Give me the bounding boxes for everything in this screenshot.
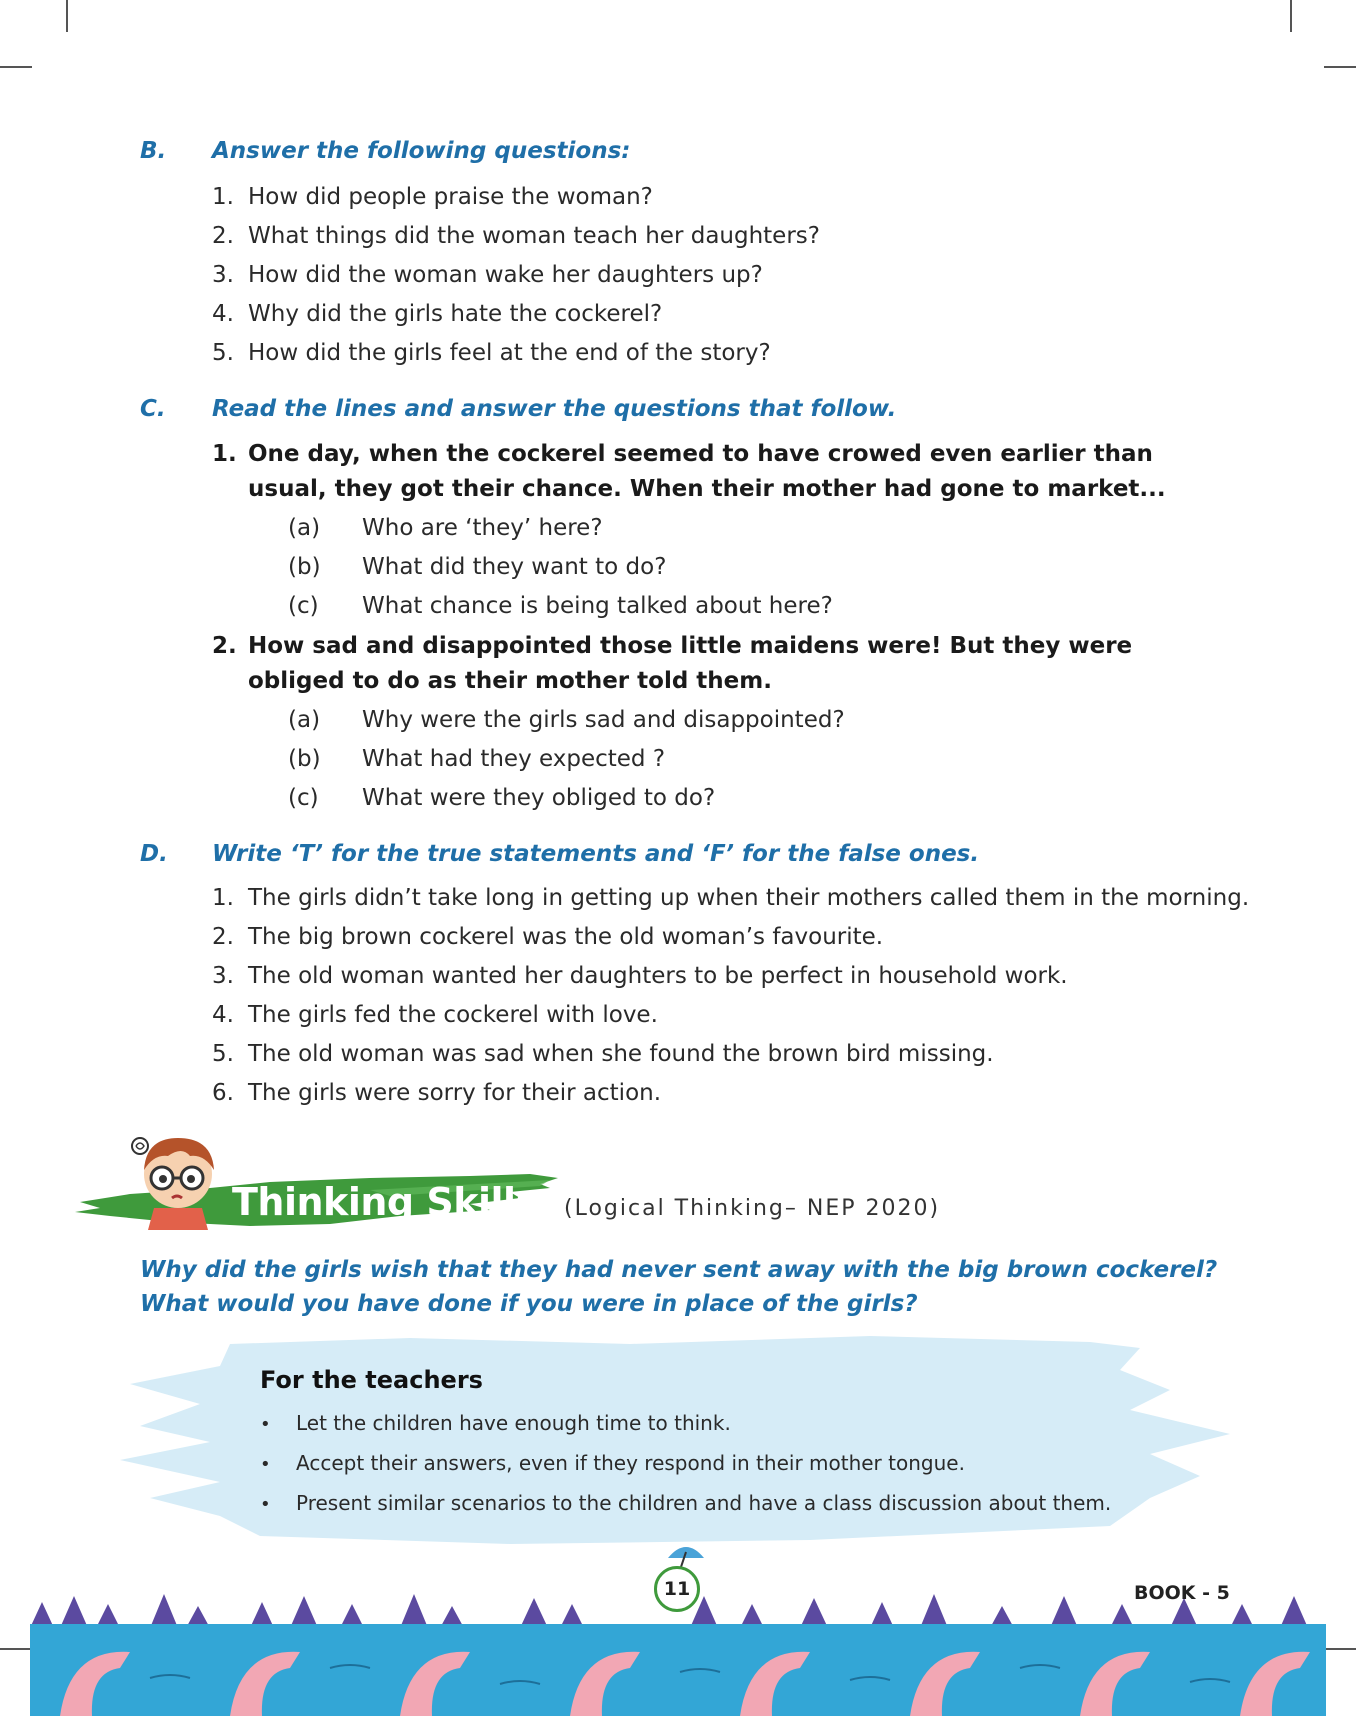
sub-text: What chance is being talked about here? bbox=[362, 593, 833, 619]
list-item bbox=[212, 262, 763, 288]
item-text: The girls fed the cockerel with love. bbox=[248, 1002, 658, 1028]
section-title: Read the lines and answer the questions that follow. bbox=[212, 396, 897, 422]
section-c-heading bbox=[140, 396, 896, 422]
bullet: • bbox=[260, 1414, 271, 1435]
item-number: 1. bbox=[212, 885, 234, 911]
sub-text: Why were the girls sad and disappointed? bbox=[362, 707, 845, 733]
item-number: 5. bbox=[212, 340, 234, 366]
sub-text: What were they obliged to do? bbox=[362, 785, 716, 811]
list-item bbox=[212, 1002, 658, 1028]
note-text: Let the children have enough time to think. bbox=[296, 1411, 731, 1435]
list-item bbox=[212, 1041, 994, 1067]
teacher-note-item bbox=[260, 1451, 965, 1475]
list-item bbox=[212, 223, 820, 249]
crop-mark-top-left-h bbox=[0, 66, 32, 68]
passage-item bbox=[212, 437, 1232, 507]
passage-item bbox=[212, 629, 1232, 699]
list-item bbox=[212, 340, 771, 366]
thinking-skills-subtitle: (Logical Thinking– NEP 2020) bbox=[564, 1196, 941, 1221]
item-text: The girls were sorry for their action. bbox=[248, 1080, 662, 1106]
teacher-note-item bbox=[260, 1411, 731, 1435]
sub-question bbox=[288, 515, 603, 541]
sub-question bbox=[288, 554, 666, 580]
umbrella-icon bbox=[664, 1540, 708, 1570]
item-text: The girls didn’t take long in getting up when their mothers called them in the morning. bbox=[248, 885, 1250, 911]
section-d-heading bbox=[140, 841, 979, 867]
note-text: Present similar scenarios to the children and have a class discussion about them. bbox=[296, 1491, 1112, 1515]
sub-question bbox=[288, 746, 665, 772]
passage-text: One day, when the cockerel seemed to have crowed even earlier than usual, they got their chance. When their mother had gone to market... bbox=[248, 441, 1166, 502]
passage-text: How sad and disappointed those little maidens were! But they were obliged to do as their mother told them. bbox=[248, 633, 1133, 694]
sub-label: (b) bbox=[288, 554, 321, 580]
page-number: 11 bbox=[663, 1578, 691, 1600]
item-number: 5. bbox=[212, 1041, 234, 1067]
thinking-skills-title: Thinking Skills bbox=[232, 1180, 538, 1224]
crop-mark-top-right-v bbox=[1290, 0, 1292, 32]
thinking-question: Why did the girls wish that they had never sent away with the big brown cockerel? What would you have done if you were in place of the girls? bbox=[140, 1257, 1218, 1317]
book-label: BOOK - 5 bbox=[1134, 1582, 1230, 1604]
item-number: 2. bbox=[212, 924, 234, 950]
bullet: • bbox=[260, 1454, 271, 1475]
item-text: What things did the woman teach her daughters? bbox=[248, 223, 820, 249]
item-number: 4. bbox=[212, 1002, 234, 1028]
sub-label: (a) bbox=[288, 515, 321, 541]
section-title: Answer the following questions: bbox=[212, 138, 631, 164]
item-text: How did the girls feel at the end of the story? bbox=[248, 340, 771, 366]
teachers-heading: For the teachers bbox=[260, 1366, 483, 1394]
item-number: 3. bbox=[212, 963, 234, 989]
teachers-note-background bbox=[110, 1330, 1260, 1550]
item-text: How did people praise the woman? bbox=[248, 184, 653, 210]
list-item bbox=[212, 963, 1068, 989]
list-item bbox=[212, 885, 1249, 911]
list-item bbox=[212, 1080, 661, 1106]
item-number: 1. bbox=[212, 441, 237, 467]
list-item bbox=[212, 184, 653, 210]
section-letter: D. bbox=[140, 841, 168, 867]
crop-mark-top-right-h bbox=[1324, 66, 1356, 68]
sub-label: (b) bbox=[288, 746, 321, 772]
bullet: • bbox=[260, 1494, 271, 1515]
item-text: Why did the girls hate the cockerel? bbox=[248, 301, 663, 327]
sub-label: (c) bbox=[288, 785, 319, 811]
item-number: 2. bbox=[212, 633, 237, 659]
item-text: How did the woman wake her daughters up? bbox=[248, 262, 763, 288]
sub-text: Who are ‘they’ here? bbox=[362, 515, 603, 541]
sub-text: What had they expected ? bbox=[362, 746, 666, 772]
list-item bbox=[212, 301, 662, 327]
item-text: The old woman was sad when she found the brown bird missing. bbox=[248, 1041, 994, 1067]
sub-text: What did they want to do? bbox=[362, 554, 667, 580]
item-text: The big brown cockerel was the old woman’s favourite. bbox=[248, 924, 884, 950]
crop-mark-top-left-v bbox=[66, 0, 68, 32]
section-letter: B. bbox=[140, 138, 167, 164]
item-number: 6. bbox=[212, 1080, 234, 1106]
section-b-heading bbox=[140, 138, 630, 164]
item-number: 2. bbox=[212, 223, 234, 249]
item-number: 3. bbox=[212, 262, 234, 288]
sub-question bbox=[288, 785, 715, 811]
item-number: 1. bbox=[212, 184, 234, 210]
section-letter: C. bbox=[140, 396, 166, 422]
note-text: Accept their answers, even if they respond in their mother tongue. bbox=[296, 1451, 965, 1475]
page-number-badge bbox=[654, 1566, 700, 1612]
sub-question bbox=[288, 593, 833, 619]
teacher-note-item bbox=[260, 1491, 1111, 1515]
sub-label: (c) bbox=[288, 593, 319, 619]
list-item bbox=[212, 924, 883, 950]
sub-label: (a) bbox=[288, 707, 321, 733]
item-text: The old woman wanted her daughters to be perfect in household work. bbox=[248, 963, 1068, 989]
sub-question bbox=[288, 707, 845, 733]
section-title: Write ‘T’ for the true statements and ‘F’ for the false ones. bbox=[212, 841, 980, 867]
item-number: 4. bbox=[212, 301, 234, 327]
